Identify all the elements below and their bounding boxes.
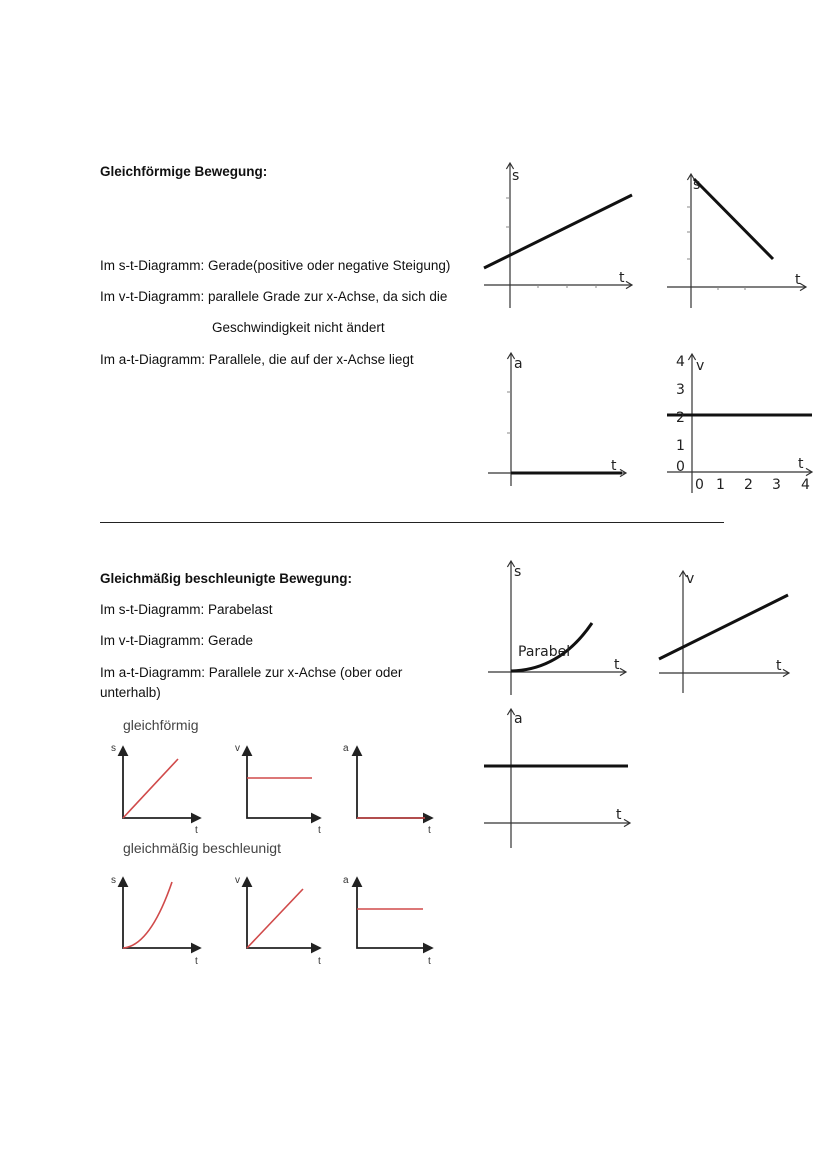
- axis-label-t: t: [798, 456, 804, 472]
- section2-line: unterhalb): [100, 685, 161, 700]
- x-tick-label: 4: [801, 477, 810, 493]
- graph-line: [247, 889, 303, 948]
- x-tick-label: 0: [695, 477, 704, 493]
- axes: [357, 748, 430, 818]
- axis-label-a: a: [514, 711, 523, 727]
- section2-heading: Gleichmäßig beschleunigte Bewegung:: [100, 571, 353, 586]
- axes: [247, 748, 318, 818]
- section1-heading: Gleichförmige Bewegung:: [100, 164, 268, 179]
- at-diagram-zero: [488, 353, 626, 486]
- axis-label-t: t: [611, 458, 617, 474]
- section1-line: Geschwindigkeit nicht ändert: [212, 320, 385, 335]
- st-diagram-parabola: [488, 561, 626, 695]
- axis-label-t: t: [776, 658, 782, 674]
- section2-line: Im v-t-Diagramm: Gerade: [100, 633, 254, 648]
- axis-label-t: t: [795, 272, 801, 288]
- axis-label-t: t: [619, 270, 625, 286]
- x-tick-label: 1: [716, 477, 725, 493]
- at-diagram-constant: [484, 709, 630, 848]
- axis-label-v: v: [696, 358, 705, 374]
- graph-line: [694, 179, 773, 259]
- x-tick-label: 2: [744, 477, 753, 493]
- axes: [123, 748, 198, 818]
- section2-line: Im a-t-Diagramm: Parallele zur x-Achse (ober oder: [100, 665, 403, 680]
- vt-diagram-constant: [667, 354, 812, 493]
- vt-diagram-rising: [659, 571, 789, 693]
- axis-label-a: a: [343, 743, 349, 754]
- y-tick-label: 1: [676, 438, 685, 454]
- overview-title-uniform: gleichförmig: [123, 717, 199, 733]
- axis-label-a: a: [343, 875, 349, 886]
- axis-label-s: s: [111, 875, 116, 886]
- y-tick-label: 2: [676, 410, 685, 426]
- axis-label-v: v: [235, 875, 240, 886]
- section1-line: Im s-t-Diagramm: Gerade(positive oder negative Steigung): [100, 258, 451, 273]
- section1-line: Im a-t-Diagramm: Parallele, die auf der x-Achse liegt: [100, 352, 414, 367]
- parabola-curve: [123, 882, 172, 948]
- axis-label-t: t: [318, 825, 321, 836]
- axis-label-t: t: [195, 956, 198, 967]
- parabola-label: Parabel: [518, 644, 571, 660]
- y-tick-label: 4: [676, 354, 685, 370]
- y-tick-label: 3: [676, 382, 685, 398]
- axis-label-v: v: [235, 743, 240, 754]
- axis-label-v: v: [686, 571, 695, 587]
- section1-line: Im v-t-Diagramm: parallele Grade zur x-Achse, da sich die: [100, 289, 448, 304]
- axis-label-t: t: [428, 825, 431, 836]
- st-diagram-rising: [484, 163, 632, 308]
- overview-figure: [111, 717, 432, 967]
- axis-label-t: t: [318, 956, 321, 967]
- axis-label-s: s: [512, 168, 520, 184]
- axis-label-t: t: [195, 825, 198, 836]
- axis-label-s: s: [514, 564, 522, 580]
- x-tick-label: 3: [772, 477, 781, 493]
- axis-label-t: t: [428, 956, 431, 967]
- y-tick-label: 0: [676, 459, 685, 475]
- graph-line: [484, 195, 632, 268]
- st-diagram-falling: [667, 174, 806, 308]
- axis-label-t: t: [616, 807, 622, 823]
- section2-line: Im s-t-Diagramm: Parabelast: [100, 602, 273, 617]
- axes: [123, 879, 198, 948]
- axis-label-t: t: [614, 657, 620, 673]
- graph-line: [123, 759, 178, 818]
- graph-line: [659, 595, 788, 659]
- overview-title-accelerated: gleichmäßig beschleunigt: [123, 840, 281, 856]
- axes: [357, 879, 430, 948]
- axis-label-s: s: [693, 177, 701, 193]
- axis-label-a: a: [514, 356, 523, 372]
- axis-label-s: s: [111, 743, 116, 754]
